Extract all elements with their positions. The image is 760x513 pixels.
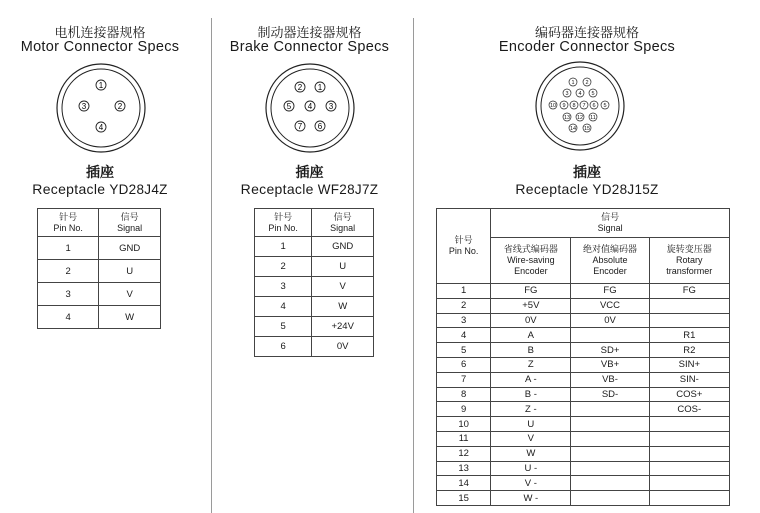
table-row: 1 GND [38, 237, 161, 260]
table-row [437, 461, 730, 476]
table-row [437, 491, 730, 506]
cell-wire: U [491, 417, 571, 432]
encoder-section [414, 0, 760, 513]
table-row [437, 417, 730, 432]
motor-connector-diagram [51, 58, 151, 158]
table-row: 3 V [38, 283, 161, 306]
encoder-receptacle-cn: 插座 [573, 164, 601, 180]
cell-wire: Z - [491, 402, 571, 417]
cell-rot: COS- [649, 402, 729, 417]
pin-header: 针号 Pin No. [38, 209, 99, 237]
table-row [437, 372, 730, 387]
cell-abs [571, 402, 649, 417]
brake-pin-label: 4 [307, 102, 313, 111]
cell-abs: VCC [571, 298, 649, 313]
encoder-receptacle-en [414, 181, 760, 197]
cell-abs [571, 431, 649, 446]
encoder-pin-label: 6 [592, 103, 596, 109]
cell-wire: V [491, 431, 571, 446]
cell-rot: COS+ [649, 387, 729, 402]
table-row [437, 476, 730, 491]
table-row: 3 V [255, 277, 374, 297]
brake-receptacle-cn: 插座 [295, 164, 324, 180]
cell-wire: W - [491, 491, 571, 506]
cell-wire: FG [491, 284, 571, 299]
cell-wire: A - [491, 372, 571, 387]
brake-receptacle-en [212, 181, 407, 197]
motor-pin-label: 4 [98, 123, 104, 132]
encoder-pin-label: 7 [582, 103, 586, 109]
brake-connector-diagram [260, 58, 360, 158]
table-row: 4 W [38, 306, 161, 329]
cell-wire: 0V [491, 313, 571, 328]
cell-abs: 0V [571, 313, 649, 328]
cell-abs [571, 328, 649, 343]
brake-pin-label: 3 [328, 102, 334, 111]
motor-receptacle-cn: 插座 [86, 164, 114, 180]
encoder-pin-label: 4 [578, 91, 582, 97]
encoder-pin-label: 14 [569, 126, 577, 132]
table-row: 6 0V [255, 337, 374, 357]
table-row: 2 U [255, 257, 374, 277]
table-row [437, 402, 730, 417]
encoder-pin-label: 9 [562, 103, 566, 109]
cell-rot [649, 491, 729, 506]
encoder-pin-label: 2 [585, 80, 589, 86]
cell-abs: VB+ [571, 357, 649, 372]
encoder-pin-label: 5 [591, 91, 595, 97]
cell-wire: B - [491, 387, 571, 402]
brake-pin-label: 1 [317, 83, 323, 92]
cell-wire: +5V [491, 298, 571, 313]
cell-abs: SD- [571, 387, 649, 402]
brake-receptacle-label: Receptacle [240, 181, 314, 197]
cell-abs: FG [571, 284, 649, 299]
encoder-model: YD28J15Z [592, 182, 659, 197]
encoder-pin-label: 15 [583, 126, 591, 132]
cell-abs: SD+ [571, 343, 649, 358]
cell-abs [571, 417, 649, 432]
table-row: 1 GND [255, 237, 374, 257]
brake-pin-label: 6 [317, 122, 323, 131]
table-row [437, 298, 730, 313]
encoder-pin-label: 8 [572, 103, 576, 109]
table-row [437, 387, 730, 402]
motor-model: YD28J4Z [109, 182, 168, 197]
cell-wire: A [491, 328, 571, 343]
cell-pin: 3 [437, 313, 491, 328]
cell-pin: 5 [437, 343, 491, 358]
motor-title-cn: 电机连接器规格 [54, 25, 146, 40]
encoder-title-en: Encoder Connector Specs [498, 39, 676, 55]
motor-title-en: Motor Connector Specs [20, 39, 180, 55]
encoder-pin-table [436, 208, 730, 506]
brake-pin-label: 2 [297, 83, 303, 92]
cell-wire: U - [491, 461, 571, 476]
motor-receptacle-label: Receptacle [32, 181, 106, 197]
motor-receptacle-en [0, 181, 200, 197]
motor-pin-table [37, 208, 161, 329]
cell-rot [649, 461, 729, 476]
encoder-pin-label: 12 [576, 115, 584, 121]
motor-pin-label: 3 [81, 102, 87, 111]
cell-rot: SIN- [649, 372, 729, 387]
cell-rot: SIN+ [649, 357, 729, 372]
cell-pin: 8 [437, 387, 491, 402]
cell-rot [649, 446, 729, 461]
absolute-encoder-header: 绝对值编码器 Absolute Encoder [571, 238, 649, 284]
cell-pin: 9 [437, 402, 491, 417]
cell-pin: 12 [437, 446, 491, 461]
table-row [437, 284, 730, 299]
cell-rot: R1 [649, 328, 729, 343]
table-row [437, 343, 730, 358]
brake-title-cn: 制动器连接器规格 [257, 25, 362, 40]
cell-abs [571, 491, 649, 506]
brake-title-en: Brake Connector Specs [229, 39, 390, 55]
cell-abs [571, 476, 649, 491]
table-row [437, 313, 730, 328]
cell-rot [649, 417, 729, 432]
pin-header: 针号 Pin No. [437, 209, 491, 284]
brake-section [212, 0, 407, 513]
table-row [437, 431, 730, 446]
pin-header: 针号 Pin No. [255, 209, 312, 237]
motor-pin-label: 1 [98, 81, 104, 90]
cell-pin: 6 [437, 357, 491, 372]
cell-rot: FG [649, 284, 729, 299]
encoder-title-cn: 编码器连接器规格 [534, 25, 639, 40]
cell-pin: 1 [437, 284, 491, 299]
cell-abs [571, 446, 649, 461]
encoder-pin-label: 1 [571, 80, 575, 86]
rotary-transformer-header: 旋转变压器 Rotary transformer [649, 238, 729, 284]
cell-abs: VB- [571, 372, 649, 387]
table-row: 4 W [255, 297, 374, 317]
cell-rot [649, 313, 729, 328]
brake-pin-label: 5 [286, 102, 292, 111]
cell-pin: 10 [437, 417, 491, 432]
table-row [437, 446, 730, 461]
cell-pin: 14 [437, 476, 491, 491]
cell-pin: 2 [437, 298, 491, 313]
cell-pin: 15 [437, 491, 491, 506]
wire-saving-encoder-header: 省线式编码器 Wire-saving Encoder [491, 238, 571, 284]
encoder-pin-label: 5 [603, 103, 607, 109]
encoder-pin-label: 10 [549, 103, 557, 109]
table-row [437, 357, 730, 372]
cell-rot: R2 [649, 343, 729, 358]
encoder-pin-label: 13 [563, 115, 571, 121]
table-row: 5 +24V [255, 317, 374, 337]
cell-pin: 13 [437, 461, 491, 476]
brake-model: WF28J7Z [317, 182, 379, 197]
encoder-receptacle-label: Receptacle [515, 181, 589, 197]
cell-pin: 11 [437, 431, 491, 446]
cell-wire: B [491, 343, 571, 358]
signal-header: 信号 Signal [312, 209, 374, 237]
table-row: 2 U [38, 260, 161, 283]
table-row [437, 328, 730, 343]
cell-rot [649, 476, 729, 491]
brake-pin-label: 7 [297, 122, 303, 131]
motor-pin-label: 2 [117, 102, 123, 111]
cell-abs [571, 461, 649, 476]
cell-wire: V - [491, 476, 571, 491]
cell-pin: 7 [437, 372, 491, 387]
encoder-connector-diagram [530, 56, 630, 156]
cell-rot [649, 431, 729, 446]
brake-pin-table [254, 208, 374, 357]
cell-wire: Z [491, 357, 571, 372]
signal-header: 信号 Signal [99, 209, 161, 237]
motor-section [0, 0, 200, 513]
cell-rot [649, 298, 729, 313]
cell-wire: W [491, 446, 571, 461]
encoder-pin-label: 3 [565, 91, 569, 97]
encoder-pin-label: 11 [590, 115, 596, 121]
cell-pin: 4 [437, 328, 491, 343]
signal-header: 信号 Signal [491, 209, 730, 238]
